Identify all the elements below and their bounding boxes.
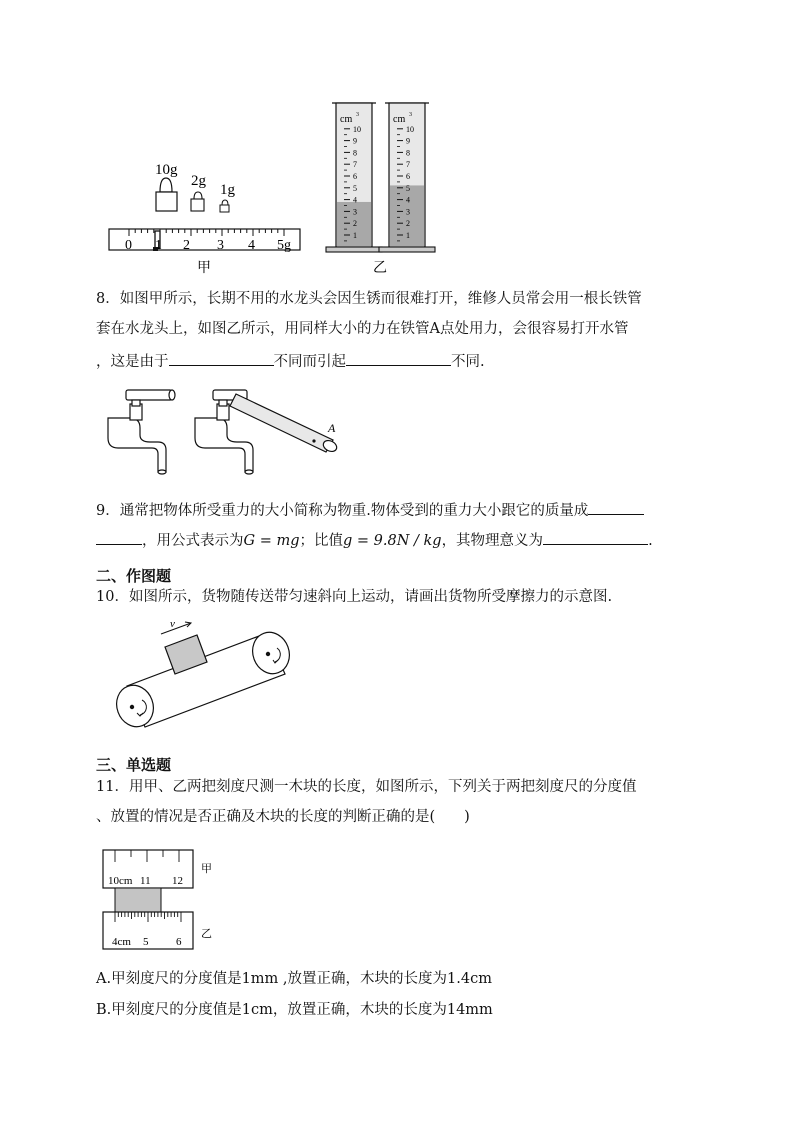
cylinder-tick-label: 6 [406, 172, 410, 181]
q8-line3-a: ，这是由于 [96, 354, 169, 370]
cylinder-tick-label: 7 [353, 160, 357, 170]
cylinder-unit-sup: 3 [356, 112, 359, 118]
cylinder-tick-label: 3 [353, 207, 357, 217]
faucet-a [108, 390, 175, 474]
q11-option-a[interactable]: A.甲刻度尺的分度值是1mm ,放置正确，木块的长度为1.4cm [96, 971, 492, 987]
ruler-jia-label-11: 11 [140, 875, 151, 887]
ruler-yi-label-4cm: 4cm [112, 936, 131, 948]
ruler-yi-name: 乙 [201, 928, 212, 940]
q9-line2-a: ，用公式表示为 [142, 533, 244, 549]
q11-line2: 、放置的情况是否正确及木块的长度的判断正确的是( ) [96, 809, 470, 825]
q10-text: 10．如图所示，货物随传送带匀速斜向上运动，请画出货物所受摩擦力的示意图. [96, 589, 613, 605]
velocity-arrow [161, 623, 191, 634]
cylinder-tick-label: 3 [406, 207, 410, 217]
velocity-label: v [170, 618, 175, 630]
weight-2g-body [191, 199, 204, 211]
cylinder-tick-label: 9 [353, 136, 357, 146]
q9-line2 [96, 530, 653, 550]
q9-line2-c: ，其物理意义为 [441, 533, 544, 549]
pulley-top-axle [266, 652, 270, 656]
ruler-jia-label-12: 12 [172, 875, 183, 887]
q9-blank-1a[interactable] [588, 500, 644, 515]
beam-tick-4: 4 [248, 238, 255, 253]
graduated-cylinder-a [326, 103, 382, 252]
pulley-bottom-axle [130, 705, 134, 709]
cylinder-tick-label: 2 [406, 219, 410, 229]
section-3-title: 三、单选题 [96, 756, 172, 774]
cylinder-tick-label: 1 [353, 231, 357, 240]
caption-yi: 乙 [373, 261, 387, 276]
cylinder-base [326, 247, 382, 252]
cylinder-tick-label: 9 [406, 136, 410, 146]
beam-tick-5g: 5g [277, 238, 291, 253]
cylinder-tick-label: 8 [406, 148, 410, 158]
cylinder-tick-label: 4 [353, 195, 357, 205]
cylinder-tick-label: 7 [406, 160, 410, 170]
cylinder-unit-sup: 3 [409, 112, 412, 118]
q8-line3-b: 不同而引起 [273, 354, 346, 370]
q8-blank-2[interactable] [346, 351, 451, 366]
q9-formula-1: G = mg [243, 533, 300, 549]
cylinder-tick-label: 2 [353, 219, 357, 229]
weight-2g-knob [194, 192, 202, 199]
faucet-figure [100, 380, 350, 480]
point-a-label: A [328, 421, 336, 435]
weights-cylinders-figure [100, 95, 440, 280]
caption-jia: 甲 [197, 261, 211, 276]
weight-1g-knob [222, 200, 228, 205]
q11-line1: 11．用甲、乙两把刻度尺测一木块的长度，如图所示，下列关于两把刻度尺的分度值 [96, 779, 637, 795]
cylinder-tick-label: 6 [353, 172, 357, 181]
beam-tick-1: 1 [155, 238, 162, 253]
cylinder-tick-label: 8 [353, 148, 357, 158]
cylinder-unit: cm [393, 114, 406, 125]
cylinder-tick-label: 10 [406, 124, 414, 134]
cylinder-tick-label: 4 [406, 195, 410, 205]
q11-option-b[interactable]: B.甲刻度尺的分度值是1cm，放置正确，木块的长度为14mm [96, 1002, 493, 1018]
q8-line3 [96, 351, 485, 371]
ruler-yi-label-5: 5 [143, 936, 149, 948]
q9-blank-1b[interactable] [96, 530, 142, 545]
conveyor-figure [105, 612, 295, 737]
wood-block [115, 888, 161, 912]
q9-line2-d: . [648, 533, 653, 549]
section-2-title: 二、作图题 [96, 567, 172, 585]
weight-label-2g: 2g [191, 173, 206, 189]
cylinder-tick-label: 1 [406, 231, 410, 240]
q9-blank-2[interactable] [543, 530, 648, 545]
weight-10g-body [156, 192, 177, 211]
q9-line2-b: ；比值 [299, 533, 343, 549]
q8-line2: 套在水龙头上，如图乙所示，用同样大小的力在铁管A点处用力，会很容易打开水管 [96, 321, 629, 337]
cylinder-tick-label: 5 [353, 183, 357, 193]
weight-label-10g: 10g [155, 162, 178, 178]
ruler-jia-label-10cm: 10cm [108, 875, 133, 887]
q9-line1-text: 9．通常把物体所受重力的大小简称为物重.物体受到的重力大小跟它的质量成 [96, 503, 589, 519]
q9-line1 [96, 500, 644, 520]
beam-tick-2: 2 [183, 238, 190, 253]
weight-label-1g: 1g [220, 182, 235, 198]
graduated-cylinder-b [379, 103, 435, 252]
cylinder-base [379, 247, 435, 252]
cylinder-tick-label: 10 [353, 124, 361, 134]
ruler-jia-name: 甲 [201, 863, 212, 875]
beam-tick-0: 0 [125, 238, 132, 253]
cylinder-unit: cm [340, 114, 353, 125]
weight-10g-knob [160, 178, 172, 192]
weight-1g-body [220, 205, 229, 212]
ruler-yi-label-6: 6 [176, 936, 182, 948]
rulers-figure [100, 845, 230, 955]
cylinder-tick-label: 5 [406, 183, 410, 193]
q8-line3-c: 不同. [451, 354, 485, 370]
q8-blank-1[interactable] [169, 351, 274, 366]
beam-tick-3: 3 [217, 238, 224, 253]
q9-formula-2: g = 9.8N / kg [342, 533, 442, 549]
q8-line1: 8．如图甲所示，长期不用的水龙头会因生锈而很难打开，维修人员常会用一根长铁管 [96, 291, 642, 307]
